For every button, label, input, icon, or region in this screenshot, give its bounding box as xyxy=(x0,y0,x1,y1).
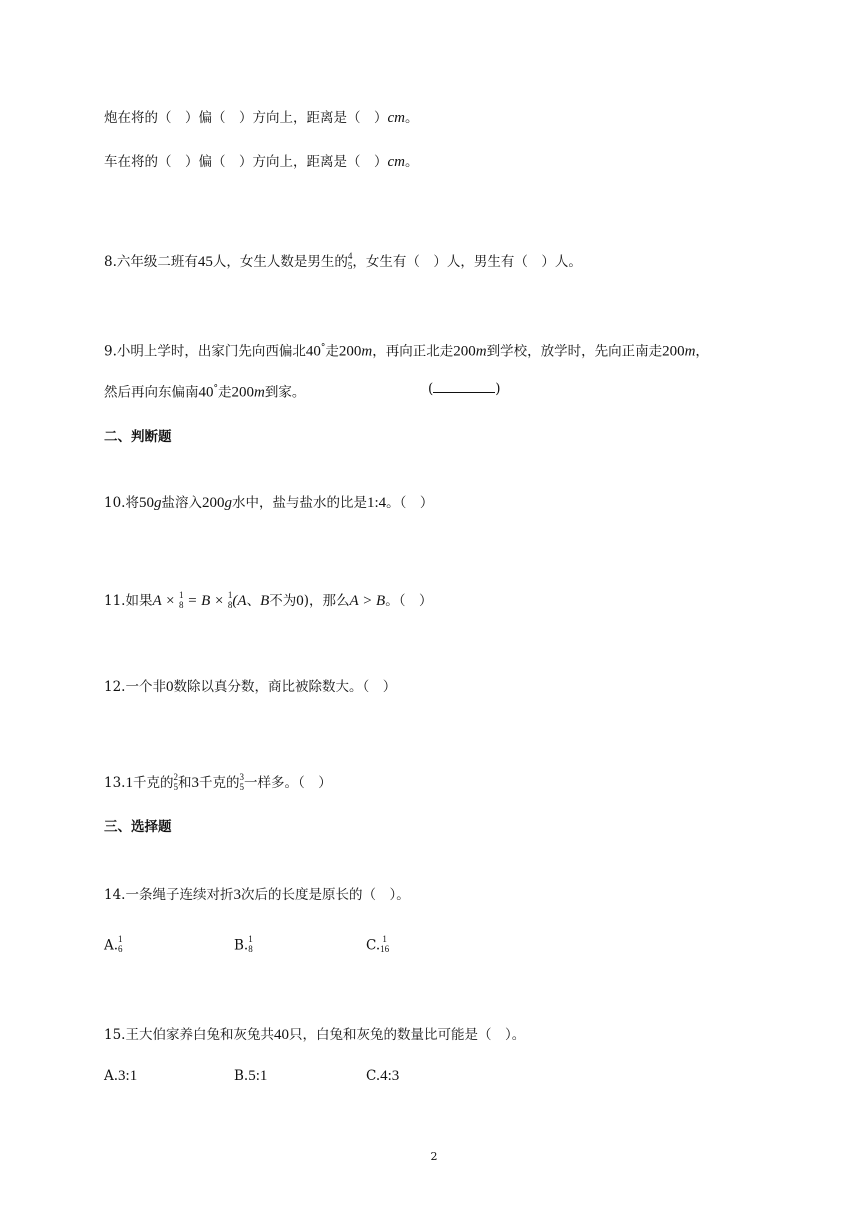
option-a[interactable]: A.3:1 xyxy=(104,1068,138,1084)
question-9-line-1: 9.小明上学时，出家门先向西偏北40°走200m，再向正北走200m到学校，放学时，先向正南走200m， xyxy=(104,343,709,360)
question-13: 13.1千克的 2 5 和3千克的 3 5 一样多。（ ） xyxy=(104,771,332,792)
answer-blank[interactable]: ( ) xyxy=(428,381,501,397)
question-14: 14.一条绳子连续对折3次后的长度是原长的（ ）。 xyxy=(104,887,410,903)
fraction: 4 5 xyxy=(347,250,353,271)
option-b[interactable]: B.5:1 xyxy=(234,1068,268,1084)
che-line: 车在将的（ ）偏（ ）方向上，距离是（ ）cm。 xyxy=(104,154,419,170)
question-15: 15.王大伯家养白兔和灰兔共40只，白兔和灰兔的数量比可能是（ ）。 xyxy=(104,1027,526,1043)
page-number: 2 xyxy=(430,1150,438,1163)
option-c[interactable]: C.4:3 xyxy=(366,1068,400,1084)
option-a[interactable]: A. 1 6 xyxy=(104,934,123,954)
question-10: 10.将50g盐溶入200g水中，盐与盐水的比是1:4。（ ） xyxy=(104,495,434,511)
pao-line: 炮在将的（ ）偏（ ）方向上，距离是（ ）cm。 xyxy=(104,110,419,126)
question-12: 12.一个非0数除以真分数，商比被除数大。（ ） xyxy=(104,679,397,695)
option-b[interactable]: B. 1 8 xyxy=(234,934,253,954)
question-11: 11.如果A × 1 8 = B × 1 8 (A、B不为0)，那么A > B。（ ） xyxy=(104,589,433,610)
section-heading-judgement: 二、判断题 xyxy=(104,429,172,445)
option-c[interactable]: C. 1 16 xyxy=(366,934,390,954)
section-heading-choice: 三、选择题 xyxy=(104,819,172,835)
question-9-line-2: 然后再向东偏南40°走200m到家。 xyxy=(104,384,306,401)
question-8: 8.六年级二班有45人，女生人数是男生的 4 5 ，女生有（ ）人，男生有（ ）人。 xyxy=(104,250,582,271)
